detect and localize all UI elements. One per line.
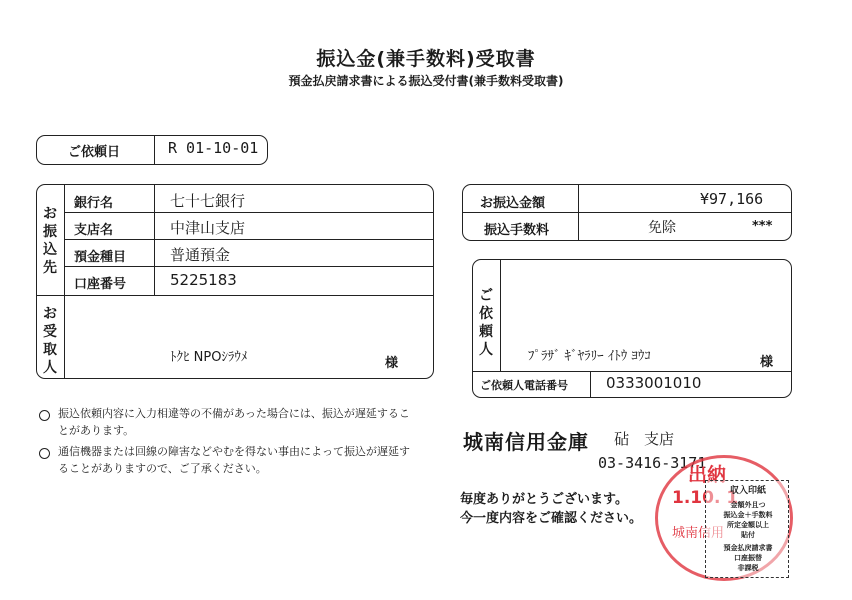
transfer-amount-value: ¥97,166 <box>700 190 764 208</box>
requester-honorific: 様 <box>760 355 774 370</box>
stamp-bottom-text: 城南信用 <box>672 526 725 541</box>
account-type-label: 預金種目 <box>74 250 127 265</box>
transfer-fee-value: 免除 <box>648 220 676 236</box>
note-bullet-1-icon <box>39 410 50 421</box>
requester-section-label: ご 依 頼 人 <box>479 288 493 358</box>
bank-name-label: 銀行名 <box>74 196 114 211</box>
note-bullet-2-icon <box>39 448 50 459</box>
recipient-section-label: お 受 取 人 <box>43 306 57 376</box>
bank-name: 城南信用金庫 <box>463 430 589 454</box>
transfer-fee-mark: *** <box>752 219 773 234</box>
requester-phone-value: 0333001010 <box>606 374 702 392</box>
document-title: 振込金(兼手数料)受取書 <box>316 48 536 70</box>
transfer-amount-label: お振込金額 <box>480 196 546 211</box>
account-number-value: 5225183 <box>170 271 237 289</box>
branch-name-label: 支店名 <box>74 223 114 238</box>
document-subtitle: 預金払戻請求書による振込受付書(兼手数料受取書) <box>288 74 564 88</box>
requester-phone-label: ご依頼人電話番号 <box>480 379 568 392</box>
thanks-line-2: 今一度内容をご確認ください。 <box>460 511 643 526</box>
request-date-value: R 01-10-01 <box>168 139 259 157</box>
requester-name: ﾌﾟﾗｻﾞ ｷﾞﾔﾗﾘｰ ｲﾄｳ ﾖｳｺ <box>528 349 651 364</box>
recipient-honorific: 様 <box>385 356 399 371</box>
note-1: 振込依頼内容に入力相違等の不備があった場合には、振込が遅延することがあります。 <box>58 407 410 437</box>
stamp-date-text: 1.10. 1 <box>672 488 739 508</box>
account-type-value: 普通預金 <box>170 246 231 264</box>
request-date-label: ご依頼日 <box>68 145 121 160</box>
account-number-label: 口座番号 <box>74 277 127 292</box>
bank-phone: 03-3416-3171 <box>598 454 707 472</box>
thanks-line-1: 毎度ありがとうございます。 <box>460 492 628 507</box>
bank-branch: 砧 支店 <box>614 430 675 448</box>
recipient-name: ﾄｸﾋ NPOｼﾗｳﾒ <box>170 350 248 365</box>
branch-name-value: 中津山支店 <box>170 219 246 237</box>
stamp-top-text: 出納 <box>688 464 727 486</box>
revenue-stamp-box: 収入印紙 金額外且つ 振込金＋手数料 所定金額以上 貼付 預金払戻請求書 口座振替 非課税 <box>705 480 789 578</box>
bank-name-value: 七十七銀行 <box>170 192 246 210</box>
transfer-fee-label: 振込手数料 <box>484 223 550 238</box>
payee-section-label: お 振 込 先 <box>43 206 57 276</box>
note-2: 通信機器または回線の障害などやむを得ない事由によって振込が遅延することがありますので、ご了承ください。 <box>58 445 410 475</box>
